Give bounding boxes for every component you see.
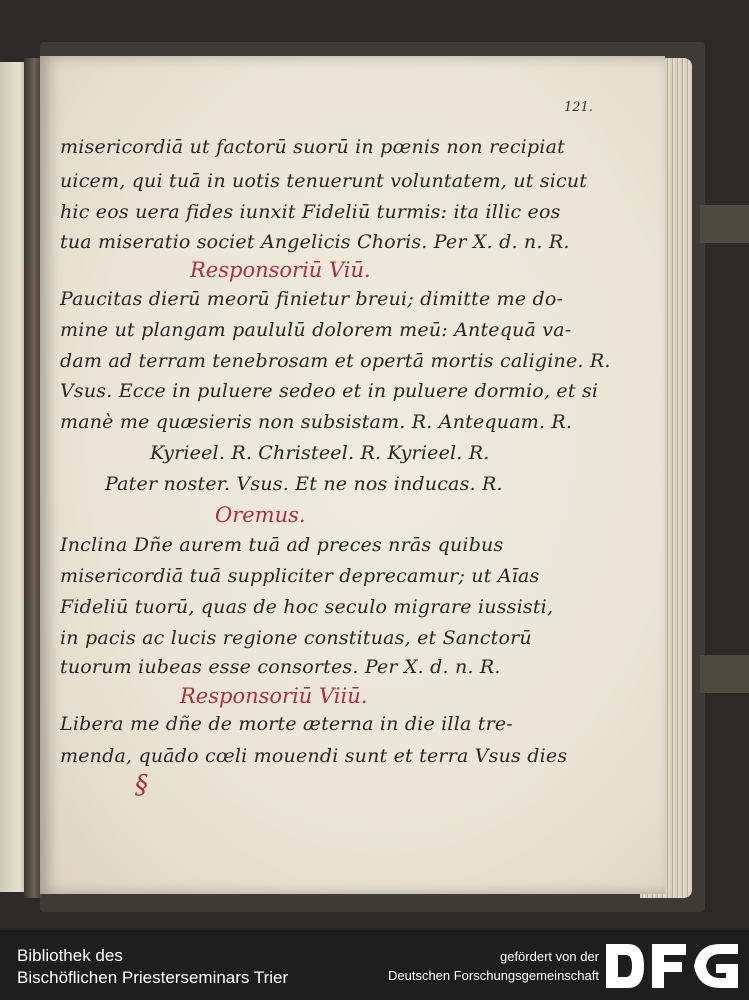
- text-line: dam ad terram tenebrosam et opertā mortis caligine. R.: [60, 350, 611, 372]
- dfg-logo: [602, 940, 742, 992]
- footer-bar: [0, 930, 749, 1000]
- rubric-heading: Oremus.: [215, 503, 306, 527]
- text-line: in pacis ac lucis regione constituas, et Sanctorū: [60, 627, 532, 649]
- text-line: menda, quādo cœli mouendi sunt et terra Vsus dies: [60, 745, 568, 767]
- page-number: 121.: [564, 100, 593, 115]
- rubric-heading: Responsoriū Viū.: [190, 258, 371, 282]
- text-line: tua miseratio societ Angelicis Choris. Per X. d. n. R.: [60, 231, 570, 253]
- text-line: manè me quæsieris non subsistam. R. Antequam. R.: [60, 411, 573, 433]
- text-line: Pater noster. Vsus. Et ne nos inducas. R.: [105, 473, 503, 495]
- text-line: misericordiā tuā suppliciter deprecamur; ut Aīas: [60, 565, 540, 587]
- funder-line2: Deutschen Forschungsgemeinschaft: [387, 968, 599, 983]
- text-line: Kyrieel. R. Christeel. R. Kyrieel. R.: [150, 442, 490, 464]
- library-name-line1: Bibliothek des: [17, 946, 123, 965]
- bookmark-tab: [700, 205, 749, 243]
- text-line: misericordiā ut factorū suorū in pœnis non recipiat: [60, 136, 565, 158]
- text-line: Paucitas dierū meorū finietur breui; dimitte me do-: [60, 288, 564, 310]
- text-line: Vsus. Ecce in puluere sedeo et in puluere dormio, et si: [60, 380, 599, 402]
- funder-line1: gefördert von der: [499, 949, 599, 964]
- rubric-heading: Responsoriū Viiū.: [180, 684, 368, 708]
- library-name-line2: Bischöflichen Priesterseminars Trier: [17, 968, 289, 987]
- text-line: tuorum iubeas esse consortes. Per X. d. n. R.: [60, 656, 501, 678]
- decorative-flourish-icon: §: [135, 770, 148, 800]
- text-line: Fideliū tuorū, quas de hoc seculo migrare iussisti,: [60, 596, 554, 618]
- text-line: Libera me dñe de morte æterna in die illa tre-: [60, 713, 513, 735]
- bookmark-tab: [700, 655, 749, 693]
- text-line: mine ut plangam paululū dolorem meū: Antequā va-: [60, 319, 572, 341]
- text-line: hic eos uera fides iunxit Fideliū turmis: ita illic eos: [60, 201, 561, 223]
- text-line: uicem, qui tuā in uotis tenuerunt voluntatem, ut sicut: [60, 170, 588, 192]
- text-line: Inclina Dñe aurem tuā ad preces nrās quibus: [60, 534, 504, 556]
